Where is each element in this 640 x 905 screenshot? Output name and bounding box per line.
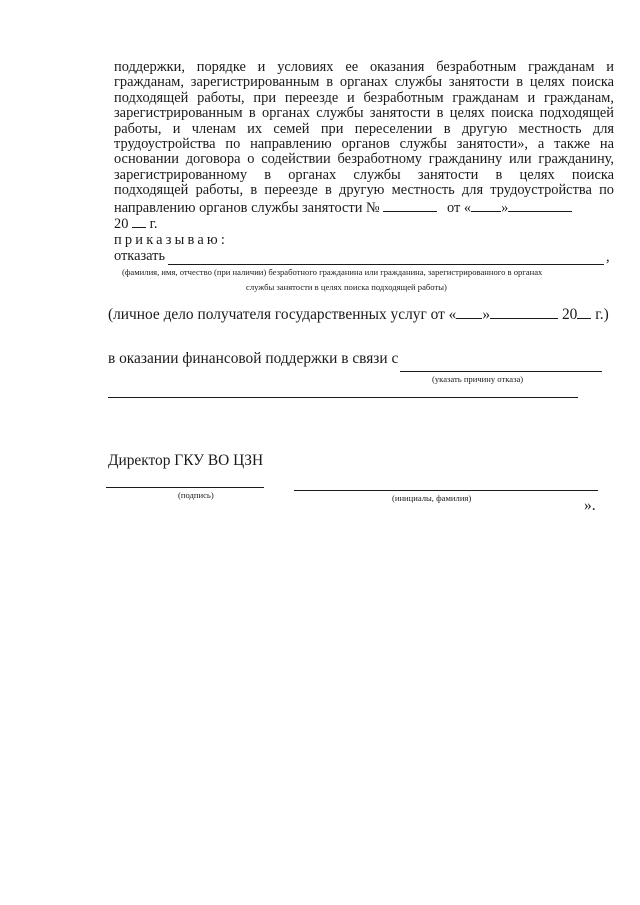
reason-hint: (указать причину отказа) [432, 374, 524, 384]
agreement-number-label: направлению органов службы занятости № [114, 200, 380, 216]
personal-file-day-blank [456, 306, 482, 319]
paragraph-line: зарегистрированному в органах службы занятости в целях поиска [114, 166, 614, 183]
close-quote: » [501, 200, 509, 216]
name-hint-continued: службы занятости в целях поиска подходящей работы) [246, 282, 447, 292]
personal-file-close-quote: » [482, 306, 491, 323]
signature-hint: (подпись) [178, 490, 214, 500]
refuse-comma: , [606, 249, 610, 265]
director-title: Директор ГКУ ВО ЦЗН [108, 452, 264, 469]
body-paragraph [114, 60, 614, 199]
initials-blank [294, 490, 598, 491]
agreement-number-line [114, 199, 572, 217]
refuse-label: отказать [114, 248, 166, 264]
paragraph-line: подходящей работы, при переезде и безработным гражданам и гражданам, [114, 89, 614, 106]
paragraph-line: работы, и членам их семей при переселении в другую местность для [114, 120, 614, 137]
personal-file-year-prefix: 20 [561, 306, 578, 323]
reason-blank [400, 371, 602, 372]
paragraph-line: основании договора о содействии безработному гражданину или гражданину, [114, 151, 614, 168]
paragraph-line: поддержки, порядке и условиях ее оказания безработным гражданам и [114, 59, 614, 75]
name-blank [168, 264, 604, 265]
order-heading: приказываю: [114, 232, 229, 248]
agreement-year-line [114, 215, 158, 233]
closing-quote: ». [584, 497, 596, 514]
personal-file-year-blank [577, 306, 591, 319]
day-blank [471, 199, 501, 212]
initials-hint: (инициалы, фамилия) [392, 493, 472, 503]
from-label: от « [446, 200, 472, 216]
paragraph-line: трудоустройства по направлению органов службы занятости», а также на [114, 136, 614, 153]
refusal-text: в оказании финансовой поддержки в связи с [108, 350, 399, 367]
personal-file-suffix: г.) [595, 306, 609, 323]
reason-continuation-blank [108, 397, 578, 398]
personal-file-month-blank [490, 306, 558, 319]
agreement-number-blank [383, 199, 437, 212]
year-blank [132, 215, 146, 228]
paragraph-line: подходящей работы, в переезде в другую местность для трудоустройства по [114, 182, 614, 199]
name-hint: (фамилия, имя, отчество (при наличии) безработного гражданина или гражданина, зарегистрированного в органах [122, 267, 543, 277]
year-prefix: 20 [114, 216, 129, 232]
personal-file-line [108, 306, 609, 324]
year-suffix: г. [149, 216, 158, 232]
paragraph-line: гражданам, зарегистрированным в органах службы занятости в целях поиска [114, 74, 614, 91]
signature-blank [106, 487, 264, 488]
paragraph-line: зарегистрированным в органах службы занятости в целях поиска подходящей [114, 105, 614, 122]
personal-file-prefix: (личное дело получателя государственных услуг от « [108, 306, 457, 323]
month-blank [508, 199, 572, 212]
